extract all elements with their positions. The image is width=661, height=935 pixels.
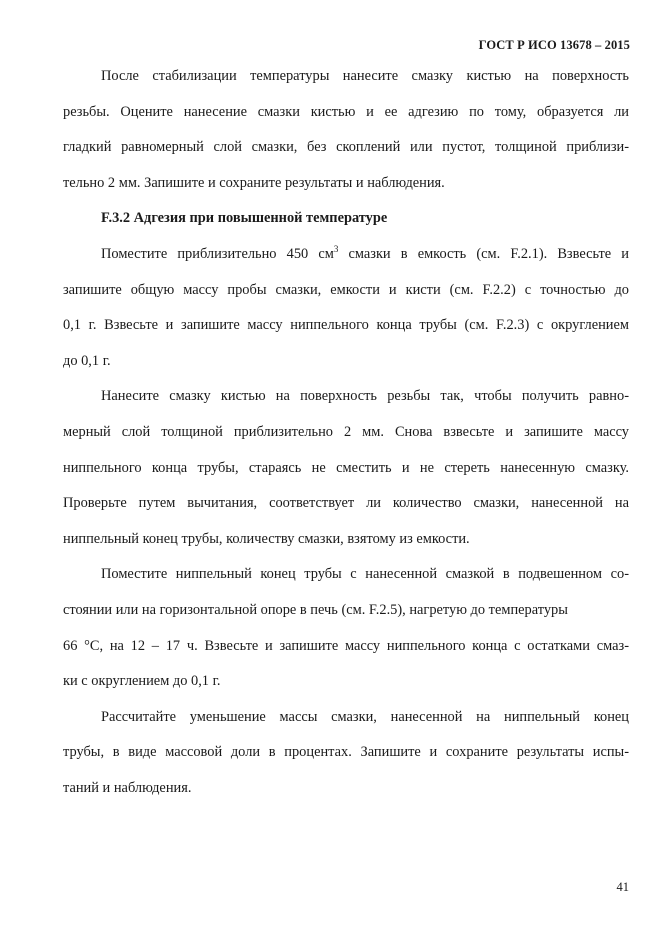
paragraph-text: смазки в емкость (см. F.2.1). Взвесьте и: [338, 245, 629, 262]
paragraph-line: гладкий равномерный слой смазки, без скоплений или пустот, толщиной приблизи-: [63, 139, 629, 156]
page-number: 41: [616, 880, 629, 894]
paragraph-line: резьбы. Оцените нанесение смазки кистью и ее адгезию по тому, образуется ли: [63, 103, 629, 120]
paragraph-line: Рассчитайте уменьшение массы смазки, нанесенной на ниппельный конец: [101, 708, 629, 725]
paragraph-line: Поместите ниппельный конец трубы с нанесенной смазкой в подвешенном со-: [101, 566, 629, 583]
paragraph-apply-grease: [63, 379, 629, 557]
paragraph-stabilization: [63, 59, 629, 201]
paragraph-line: тельно 2 мм. Запишите и сохраните результаты и наблюдения.: [63, 174, 445, 191]
paragraph-line: 66 °С, на 12 – 17 ч. Взвесьте и запишите массу ниппельного конца с остатками смаз-: [63, 637, 629, 654]
paragraph-line: Проверьте путем вычитания, соответствует ли количество смазки, нанесенной на: [63, 495, 629, 512]
paragraph-line: [63, 237, 629, 273]
paragraph-text: Поместите приблизительно 450 см: [101, 245, 334, 262]
paragraph-line: до 0,1 г.: [63, 352, 111, 369]
paragraph-place-grease: [63, 237, 629, 379]
paragraph-line: запишите общую массу пробы смазки, емкости и кисти (см. F.2.2) с точностью до: [63, 281, 629, 298]
paragraph-line: стоянии или на горизонтальной опоре в печь (см. F.2.5), нагретую до температуры: [63, 601, 568, 618]
paragraph-line: ниппельного конца трубы, стараясь не сместить и не стереть нанесенную смазку.: [63, 459, 629, 476]
standard-header: ГОСТ Р ИСО 13678 – 2015: [478, 38, 630, 52]
paragraph-line: Нанесите смазку кистью на поверхность резьбы так, чтобы получить равно-: [101, 388, 629, 405]
paragraph-line: ниппельный конец трубы, количеству смазки, взятому из емкости.: [63, 530, 470, 547]
superscript: 3: [333, 243, 339, 254]
paragraph-line: таний и наблюдения.: [63, 779, 192, 796]
paragraph-line: трубы, в виде массовой доли в процентах. Запишите и сохраните результаты испы-: [63, 744, 629, 761]
paragraph-calculate: [63, 700, 629, 807]
paragraph-line: мерный слой толщиной приблизительно 2 мм. Снова взвесьте и запишите массу: [63, 423, 629, 440]
document-body: [63, 59, 629, 806]
paragraph-line: После стабилизации температуры нанесите смазку кистью на поверхность: [101, 68, 629, 84]
paragraph-line: 0,1 г. Взвесьте и запишите массу ниппельного конца трубы (см. F.2.3) с округлением: [63, 317, 629, 334]
section-heading: F.3.2 Адгезия при повышенной температуре: [101, 210, 388, 227]
paragraph-oven: [63, 557, 629, 699]
paragraph-line: ки с округлением до 0,1 г.: [63, 673, 221, 690]
